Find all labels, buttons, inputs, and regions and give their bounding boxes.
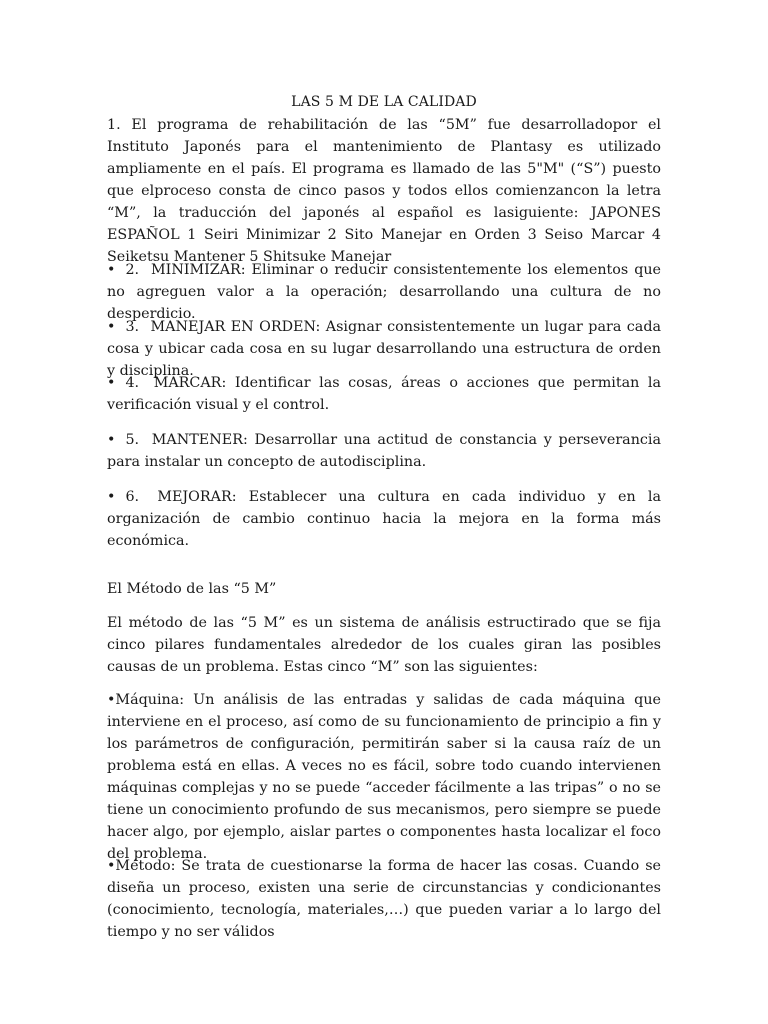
bullet-item-mantener: • 5. MANTENER: Desarrollar una actitud de constancia y perseverancia para instalar un concepto de autodisciplina. [107, 432, 661, 470]
document-title: LAS 5 M DE LA CALIDAD [291, 94, 477, 110]
bullet-item-minimizar: • 2. MINIMIZAR: Eliminar o reducir consistentemente los elementos que no agreguen valor a la operación; desarrollando una cultura de no desperdicio. [107, 262, 662, 322]
bullet-item-marcar: • 4. MARCAR: Identificar las cosas, áreas o acciones que permitan la verificación visual y el control. [107, 375, 661, 413]
method-intro-paragraph: El método de las “5 M” es un sistema de análisis estructirado que se fija cinco pilares fundamentales alrededor de los cuales giran las posibles causas de un problema. Estas cinco “M” son las siguientes: [107, 615, 661, 675]
intro-paragraph: 1. El programa de rehabilitación de las “5M” fue desarrolladopor el Instituto Japonés para el mantenimiento de Plantasy es utilizado ampliamente en el país. El programa es llamado de las 5"M" (“S”) puesto que elproceso consta de cinco pasos y todos ellos comienzancon la letra “M”, la traducción del japonés al español es lasiguiente: JAPONES ESPAÑOL 1 Seiri Minimizar 2 Sito Manejar en Orden 3 Seiso Marcar 4 Seiketsu Mantener 5 Shitsuke Manejar [107, 117, 661, 265]
bullet-item-manejar: • 3. MANEJAR EN ORDEN: Asignar consistentemente un lugar para cada cosa y ubicar cada cosa en su lugar desarrollando una estructura de orden y disciplina. [107, 319, 661, 379]
bullet-item-mejorar: • 6. MEJORAR: Establecer una cultura en cada individuo y en la organización de cambio continuo hacia la mejora en la forma más económica. [107, 489, 661, 549]
method-heading: El Método de las “5 M” [107, 581, 277, 597]
metodo-paragraph: •Método: Se trata de cuestionarse la forma de hacer las cosas. Cuando se diseña un proceso, existen una serie de circunstancias y condicionantes (conocimiento, tecnología, materiales,…) que pueden variar a lo largo del tiempo y no ser válidos [107, 858, 661, 940]
maquina-paragraph: •Máquina: Un análisis de las entradas y salidas de cada máquina que interviene en el proceso, así como de su funcionamiento de principio a fin y los parámetros de configuración, permitirán saber si la causa raíz de un problema está en ellas. A veces no es fácil, sobre todo cuando intervienen máquinas complejas y no se puede “acceder fácilmente a las tripas” o no se tiene un conocimiento profundo de sus mecanismos, pero siempre se puede hacer algo, por ejemplo, aislar partes o componentes hasta localizar el foco del problema. [107, 692, 661, 862]
